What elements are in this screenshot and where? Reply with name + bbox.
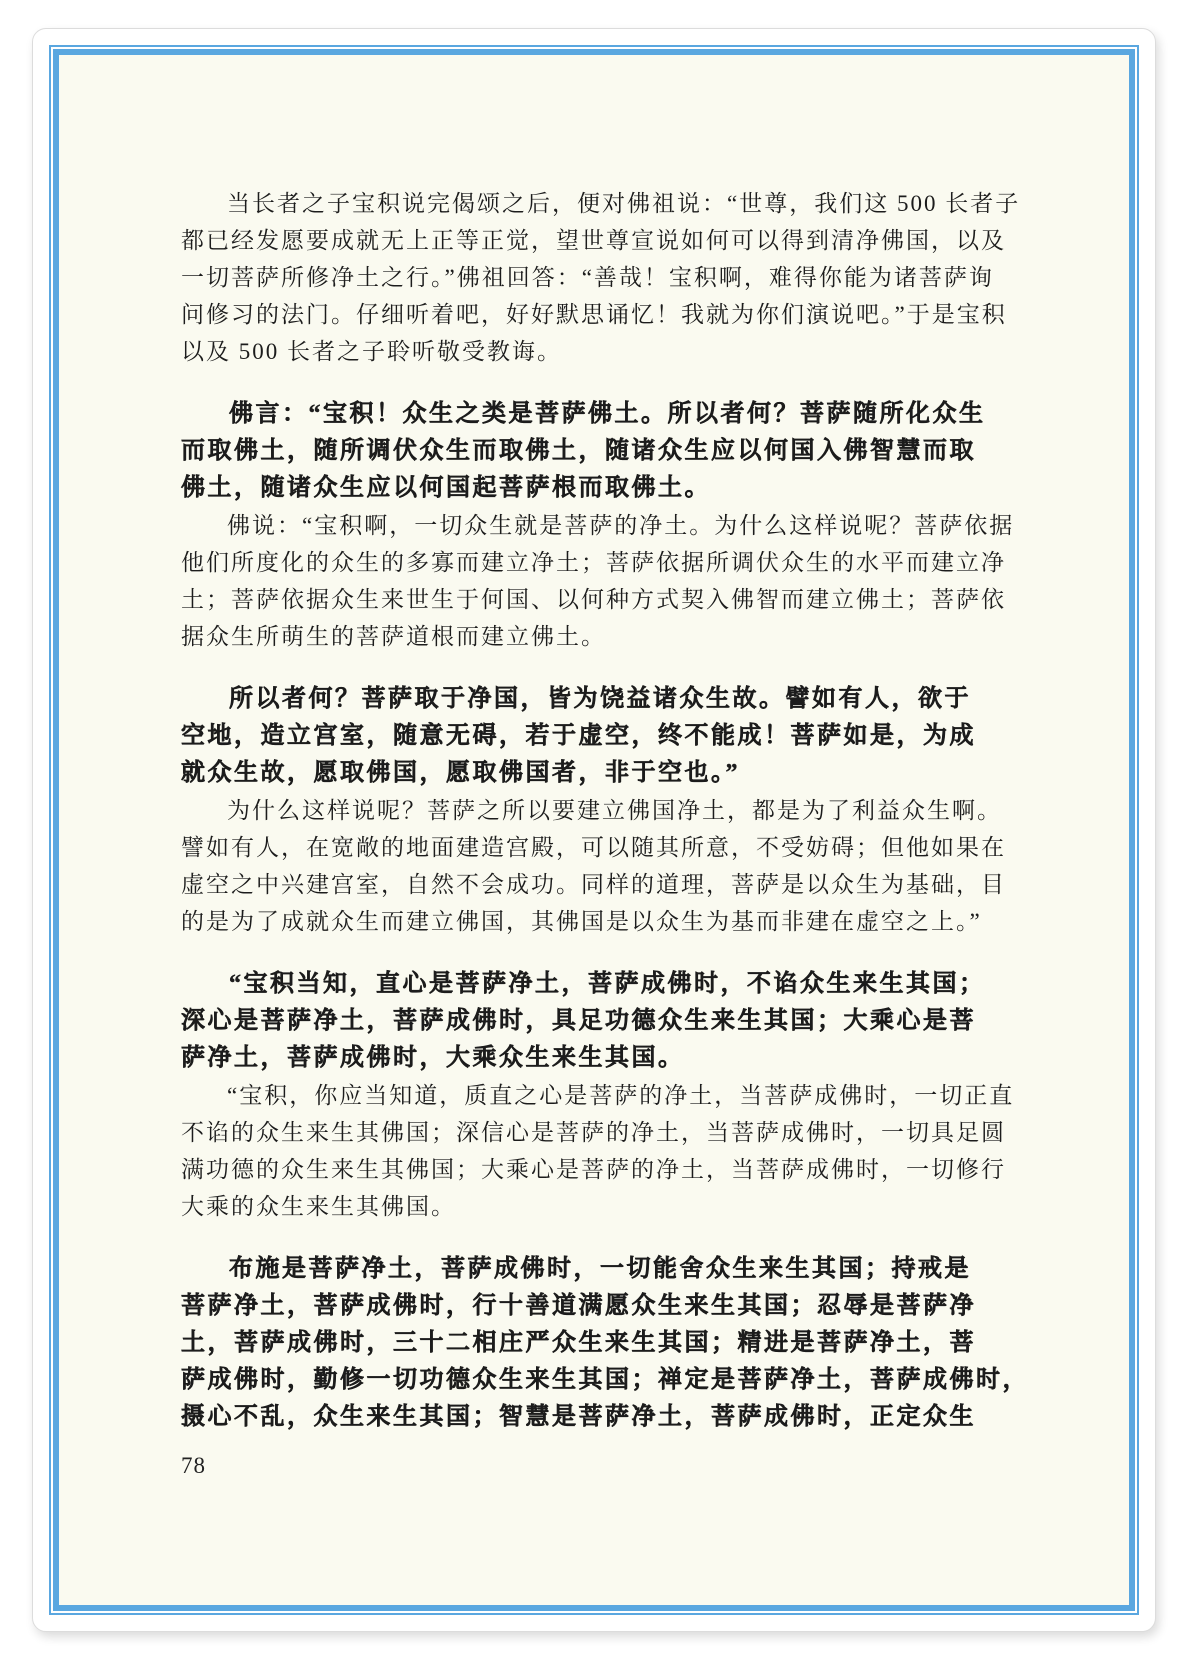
text-line: 佛言：“宝积！众生之类是菩萨佛土。所以者何？菩萨随所化众生 [229, 401, 986, 427]
page-content [59, 55, 1129, 1605]
text-line: “宝积当知，直心是菩萨净土，菩萨成佛时，不谄众生来生其国； [229, 971, 986, 997]
text-line: 萨成佛时，勤修一切功德众生来生其国；禅定是菩萨净土，菩萨成佛时， [181, 1367, 1029, 1393]
text-line: 菩萨净土，菩萨成佛时，行十善道满愿众生来生其国；忍辱是菩萨净 [181, 1293, 976, 1319]
paragraph-commentary [181, 1077, 1071, 1225]
text-line: 他们所度化的众生的多寡而建立净土；菩萨依据所调伏众生的水平而建立净 [181, 550, 1006, 575]
text-line: 都已经发愿要成就无上正等正觉，望世尊宣说如何可以得到清净佛国，以及 [181, 228, 1006, 253]
text-line: 摄心不乱，众生来生其国；智慧是菩萨净土，菩萨成佛时，正定众生 [181, 1404, 976, 1430]
text-line: 深心是菩萨净土，菩萨成佛时，具足功德众生来生其国；大乘心是菩 [181, 1008, 976, 1034]
paragraph-sutra [181, 966, 1071, 1077]
text-line: 问修习的法门。仔细听着吧，好好默思诵忆！我就为你们演说吧。”于是宝积 [181, 302, 1007, 327]
paragraph-commentary [181, 507, 1071, 655]
text-line: 据众生所萌生的菩萨道根而建立佛土。 [181, 624, 606, 649]
text-line: 空地，造立宫室，随意无碍，若于虚空，终不能成！菩萨如是，为成 [181, 723, 976, 749]
text-line: 当长者之子宝积说完偈颂之后，便对佛祖说：“世尊，我们这 500 长者子 [227, 191, 1021, 216]
page-number: 78 [181, 1453, 206, 1478]
text-line: 而取佛土，随所调伏众生而取佛土，随诸众生应以何国入佛智慧而取 [181, 438, 976, 464]
text-line: “宝积，你应当知道，质直之心是菩萨的净土，当菩萨成佛时，一切正直 [227, 1083, 1015, 1108]
text-line: 佛说：“宝积啊，一切众生就是菩萨的净土。为什么这样说呢？菩萨依据 [227, 513, 1015, 538]
page-card [32, 28, 1156, 1632]
text-line: 土，菩萨成佛时，三十二相庄严众生来生其国；精进是菩萨净土，菩 [181, 1330, 976, 1356]
decorative-frame-outer [49, 45, 1139, 1615]
text-line: 布施是菩萨净土，菩萨成佛时，一切能舍众生来生其国；持戒是 [229, 1256, 971, 1282]
text-line: 为什么这样说呢？菩萨之所以要建立佛国净土，都是为了利益众生啊。 [227, 798, 1002, 823]
text-line: 的是为了成就众生而建立佛国，其佛国是以众生为基而非建在虚空之上。” [181, 909, 982, 934]
text-line: 土；菩萨依据众生来世生于何国、以何种方式契入佛智而建立佛土；菩萨依 [181, 587, 1006, 612]
paragraph-sutra [181, 681, 1071, 792]
text-line: 满功德的众生来生其佛国；大乘心是菩萨的净土，当菩萨成佛时，一切修行 [181, 1157, 1006, 1182]
paragraph-sutra [181, 396, 1071, 507]
text-line: 大乘的众生来生其佛国。 [181, 1194, 456, 1219]
text-line: 一切菩萨所修净土之行。”佛祖回答：“善哉！宝积啊，难得你能为诸菩萨询 [181, 265, 994, 290]
text-line: 譬如有人，在宽敞的地面建造宫殿，可以随其所意，不受妨碍；但他如果在 [181, 835, 1006, 860]
text-line: 就众生故，愿取佛国，愿取佛国者，非于空也。” [181, 760, 740, 786]
text-line: 以及 500 长者之子聆听敬受教诲。 [181, 339, 562, 364]
decorative-frame-inner [53, 49, 1135, 1611]
text-line: 虚空之中兴建宫室，自然不会成功。同样的道理，菩萨是以众生为基础，目 [181, 872, 1006, 897]
text-line: 不谄的众生来生其佛国；深信心是菩萨的净土，当菩萨成佛时，一切具足圆 [181, 1120, 1006, 1145]
paragraph-commentary [181, 792, 1071, 940]
text-line: 萨净土，菩萨成佛时，大乘众生来生其国。 [181, 1045, 685, 1071]
paragraph-sutra [181, 1251, 1071, 1436]
paragraph-commentary [181, 185, 1071, 370]
text-block [181, 185, 1071, 1436]
text-line: 所以者何？菩萨取于净国，皆为饶益诸众生故。譬如有人，欲于 [229, 686, 971, 712]
text-line: 佛土，随诸众生应以何国起菩萨根而取佛土。 [181, 475, 711, 501]
